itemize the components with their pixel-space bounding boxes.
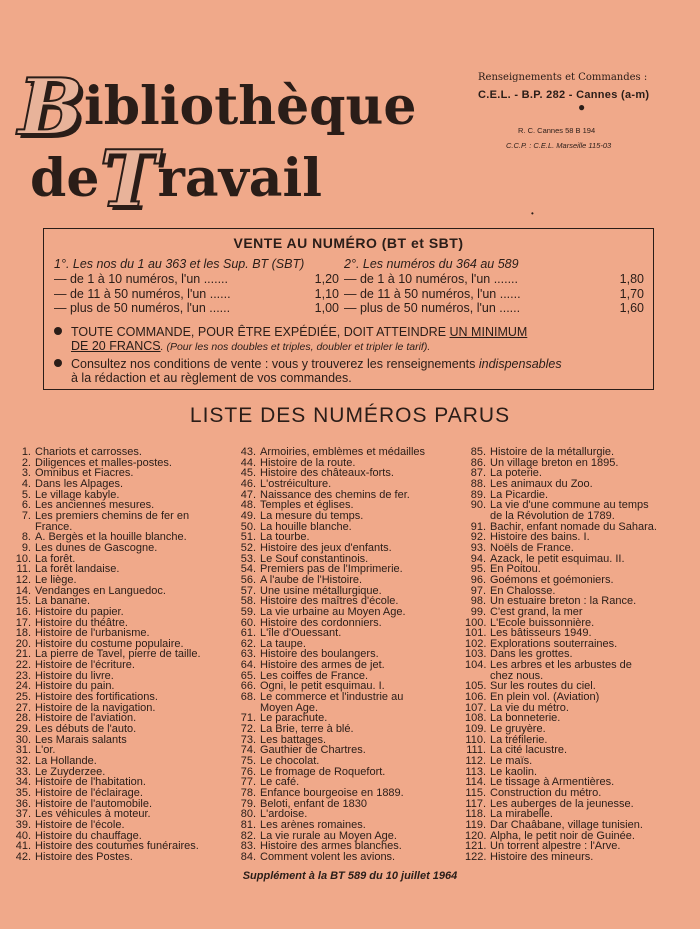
price-value: 1,60 [619,300,644,315]
issue-title: Histoire du chauffage. [35,829,142,842]
issue-title: Les battages. [260,733,327,746]
price-row [54,272,339,286]
issue-number: 37. [15,808,31,821]
issue-title: Le maïs. [490,755,533,768]
issue-title: Les véhicules à moteur. [35,808,151,821]
issue-title: Diligences et malles-postes. [35,456,172,469]
issue-title: La vie rurale au Moyen Age. [260,829,397,842]
issue-number: 54. [240,563,256,576]
issue-title: Enfance bourgeoise en 1889. [260,787,404,799]
issue-number: 34. [15,776,31,789]
issue-title: Un estuaire breton : la Rance. [490,595,637,608]
price-row [344,272,644,286]
issue-title: Histoire du costume populaire. [35,637,184,650]
issue-title: Dar Chaâbane, village tunisien. [490,818,643,831]
issue-title: La pierre de Tavel, pierre de taille. [35,648,201,661]
issue-number: 99. [470,605,486,618]
price-value: 1,20 [314,272,339,287]
issue-number: 119. [465,818,486,831]
price-row [344,301,644,315]
issue-number: 112. [465,755,486,768]
issue-number: 22. [15,659,31,672]
issue-title: Le parachute. [260,712,328,725]
issue-title: Beloti, enfant de 1830 [260,797,368,810]
notice-text: Consultez nos conditions de vente : vous y trouverez les renseignements [71,357,479,371]
issue-title: Histoire de l'urbanisme. [35,627,150,640]
issue-number: 48. [240,499,256,512]
issue-number: 8. [21,531,31,544]
issue-title: Les débuts de l'auto. [35,723,137,736]
issue-title-continuation: Moyen Age. [260,701,319,714]
issue-title-continuation: de la Révolution de 1789. [490,509,615,522]
issue-number: 115. [465,787,486,799]
issue-number: 27. [15,701,31,714]
issue-title: Ogni, le petit esquimau. I. [260,680,385,693]
issue-title: Le chocolat. [260,755,320,768]
issue-number: 68. [240,691,256,704]
price-column-2-heading: 2°. Les numéros du 364 au 589 [344,257,519,271]
issue-title: Histoire des coutumes funéraires. [35,840,199,853]
issue-title: Les premiers chemins de fer en [35,509,190,522]
supplement-footer: Supplément à la BT 589 du 10 juillet 1964 [242,870,458,882]
issue-number: 65. [240,669,256,682]
issue-title: Un torrent alpestre : l'Arve. [490,840,621,853]
issue-number: 114. [465,776,486,789]
issue-number: 49. [240,509,256,522]
price-label: — de 11 à 50 numéros, l'un ...... [54,286,231,301]
price-column-1-heading: 1°. Les nos du 1 au 363 et les Sup. BT (SBT) [54,257,305,271]
issue-number: 76. [240,765,256,778]
issue-title: Histoire du livre. [35,669,114,682]
issue-number: 83. [240,840,256,853]
issue-number: 87. [470,467,486,480]
issue-title: Naissance des chemins de fer. [260,488,410,501]
notice-italic: . (Pour les nos doubles et triples, doubler et tripler le tarif). [160,341,431,353]
issue-number: 78. [240,787,256,799]
issue-number: 95. [470,563,486,576]
issue-number: 74. [240,744,256,757]
price-label: — plus de 50 numéros, l'un ...... [344,300,521,315]
issue-number: 73. [240,733,256,746]
issue-number: 113. [465,765,486,778]
issue-number: 15. [15,595,31,608]
issue-number: 91. [470,520,486,533]
price-label: — de 11 à 50 numéros, l'un ...... [344,286,521,301]
issue-title: La tréfilerie. [490,733,548,746]
issue-title: Le fromage de Roquefort. [260,765,386,778]
issue-number: 41. [15,840,31,853]
issue-title: Gauthier de Chartres. [260,744,366,757]
issue-title: Histoire de la route. [260,456,356,469]
contact-ccp: C.C.P. : C.E.L. Marseille 115-03 [506,141,612,150]
issue-number: 47. [240,488,256,501]
issue-title: A. Bergès et la houille blanche. [35,531,187,544]
issue-title: En Poitou. [490,563,541,576]
issue-number: 84. [240,850,256,863]
contact-registry: R. C. Cannes 58 B 194 [518,126,596,135]
issue-number: 109. [465,723,487,736]
issue-title: Goémons et goémoniers. [490,573,614,586]
issue-number: 31. [15,744,31,757]
issue-title: Dans les grottes. [490,648,573,661]
issue-number: 17. [15,616,31,629]
issue-title: La bonneterie. [490,712,561,725]
issue-title: Histoire des Postes. [35,850,133,863]
issue-title: Histoire de l'habitation. [35,776,146,789]
bullet-icon [54,359,62,367]
issue-title: Le café. [260,776,300,789]
notice-text: TOUTE COMMANDE, POUR ÊTRE EXPÉDIÉE, DOIT ATTEINDRE [71,325,450,339]
issue-number: 53. [240,552,256,565]
issue-number: 9. [21,541,31,554]
bullet-icon [54,327,62,335]
notice-underlined: UN MINIMUM [449,325,528,339]
issue-number: 102. [465,637,487,650]
issue-number: 59. [240,605,256,618]
contact-heading: Renseignements et Commandes : [478,72,648,83]
issue-title: Les anciennes mesures. [35,499,155,512]
issue-number: 33. [15,765,31,778]
issue-number: 36. [15,797,31,810]
issue-title: Histoire des bains. I. [490,531,590,544]
price-value: 1,10 [314,286,339,301]
issue-title: Histoire du papier. [35,605,124,618]
title-initial-t: T [99,134,158,225]
issue-title: Les auberges de la jeunesse. [490,797,634,810]
issue-title: L'or. [35,744,56,757]
issue-title: Vendanges en Languedoc. [35,584,166,597]
issue-title: Histoire du théâtre. [35,616,128,629]
issue-number: 39. [15,818,31,831]
decorative-dot: • [531,209,534,218]
issue-number: 103. [465,648,487,661]
masthead [18,62,438,225]
price-value: 1,80 [619,272,644,287]
issue-title: Les dunes de Gascogne. [35,541,158,554]
issue-number: 106. [465,691,487,704]
issue-title: L'île d'Ouessant. [260,627,342,640]
sale-box [43,228,654,390]
issue-number: 11. [16,563,31,576]
issue-number: 62. [240,637,256,650]
issue-number: 92. [470,531,486,544]
issue-number: 64. [240,659,256,672]
issue-title: Histoire de l'école. [35,818,125,831]
issue-title: Les coiffes de France. [260,669,369,682]
issue-title: Temples et églises. [260,499,354,512]
issue-number: 51. [240,531,256,544]
issue-title: Histoire des boulangers. [260,648,379,661]
issue-number: 52. [240,541,256,554]
issue-number: 6. [21,499,31,512]
issue-list-column-1 [14,447,229,863]
issue-title: Histoire des fortifications. [35,691,158,704]
issue-title: Histoire de la métallurgie. [490,446,615,458]
issue-title: A l'aube de l'Histoire. [260,573,363,586]
issue-title: Le Zuyderzee. [35,765,106,778]
issue-number: 61. [240,627,256,640]
issue-number: 121. [465,840,487,853]
issue-number: 71. [240,712,256,725]
issue-title: Alpha, le petit noir de Guinée. [490,829,635,842]
issue-title: Histoire des mineurs. [490,850,594,863]
issue-number: 44. [240,456,256,469]
issue-number: 12. [15,573,31,586]
issue-number: 110. [465,733,486,746]
issue-title: Histoire de l'éclairage. [35,787,143,799]
issue-number: 85. [470,446,486,458]
issue-title: La houille blanche. [260,520,352,533]
issue-title: Explorations souterraines. [490,637,618,650]
issue-title: L'ardoise. [260,808,308,821]
issue-title: Histoire des cordonniers. [260,616,382,629]
issue-number: 45. [240,467,256,480]
price-column-2 [344,257,644,315]
issue-number: 88. [470,477,486,490]
issue-title: Histoire des armes de jet. [260,659,385,672]
issue-title: Bachir, enfant nomade du Sahara. [490,520,657,533]
issue-number: 10. [15,552,31,565]
issue-number: 35. [15,787,31,799]
issue-title: La vie urbaine au Moyen Age. [260,605,406,618]
issue-title: Histoire des châteaux-forts. [260,467,394,480]
issue-number: 24. [15,680,31,693]
issue-number: 14. [15,584,31,597]
issue-title: Histoire de l'automobile. [35,797,153,810]
issue-number: 40. [15,829,31,842]
issue-title: La mirabelle. [490,808,553,821]
price-label: — de 1 à 10 numéros, l'un ....... [344,272,519,287]
issue-title: La mesure du temps. [260,509,364,522]
notice-underlined: DE 20 FRANCS [71,339,161,353]
issue-number: 120. [465,829,487,842]
issue-title: Histoire des jeux d'enfants. [260,541,392,554]
issue-title: Le commerce et l'industrie au [260,691,404,704]
issue-number: 50. [240,520,256,533]
issue-title: Histoire de la navigation. [35,701,156,714]
issue-title: La forêt. [35,552,76,565]
issue-title: Le gruyère. [490,723,546,736]
issue-number: 100. [465,616,487,629]
issue-title: Le kaolin. [490,765,538,778]
issue-number: 58. [240,595,256,608]
issue-title: Le village kabyle. [35,488,120,501]
issue-title: Noëls de France. [490,541,574,554]
list-item [14,852,229,863]
issue-number: 66. [240,680,256,693]
issue-title: Histoire des armes blanches. [260,840,402,853]
issue-title: La poterie. [490,467,542,480]
list-item [465,852,695,863]
issue-title: Histoire des maîtres d'école. [260,595,399,608]
issue-number: 42. [15,850,31,863]
issue-number: 4. [21,477,31,490]
issue-number: 43. [240,446,256,458]
issue-list-column-3 [465,447,695,863]
issue-number: 18. [15,627,31,640]
issue-number: 77. [240,776,256,789]
issue-number: 96. [470,573,486,586]
issue-title: La tourbe. [260,531,310,544]
price-column-1 [54,257,339,315]
issue-title: Chariots et carrosses. [35,446,142,458]
issue-title: Armoiries, emblèmes et médailles [260,446,426,458]
issue-number: 3. [21,467,31,480]
issue-number: 111. [466,744,486,757]
issue-number: 101. [465,627,487,640]
issue-title: La vie d'une commune au temps [490,499,649,512]
issue-number: 56. [240,573,256,586]
issue-number: 97. [470,584,486,597]
issue-number: 108. [465,712,487,725]
issue-number: 122. [465,850,487,863]
price-label: — plus de 50 numéros, l'un ...... [54,300,231,315]
issue-title: Histoire du pain. [35,680,115,693]
issue-number: 75. [240,755,256,768]
minimum-order-notice [54,325,644,354]
issue-number: 32. [15,755,31,768]
issue-number: 79. [240,797,256,810]
issue-number: 86. [470,456,486,469]
issue-title: Les arbres et les arbustes de [490,659,632,672]
issue-number: 117. [465,797,486,810]
title-word-de: de [30,148,100,209]
conditions-notice [54,357,644,385]
issue-number: 25. [15,691,31,704]
issue-number: 7. [21,509,31,522]
title-initial-b: B [18,62,84,153]
issue-number: 104. [465,659,487,672]
issue-title: En plein vol. (Aviation) [490,691,600,704]
issue-number: 82. [240,829,256,842]
issue-title: Un village breton en 1895. [490,456,619,469]
issue-title: La banane. [35,595,91,608]
issue-number: 93. [470,541,486,554]
title-word-travail: ravail [157,148,323,209]
issue-number: 23. [15,669,31,682]
sale-box-title: VENTE AU NUMÉRO (BT et SBT) [233,235,464,251]
issue-title: Les animaux du Zoo. [490,477,593,490]
issue-title: La vie du métro. [490,701,569,714]
notice-italic: indispensables [478,357,562,371]
price-label: — de 1 à 10 numéros, l'un ....... [54,272,229,287]
issue-title: C'est grand, la mer [490,605,583,618]
issue-title: Histoire de l'aviation. [35,712,137,725]
issue-number: 94. [470,552,486,565]
issue-title: Une usine métallurgique. [260,584,382,597]
issue-title-continuation: France. [35,520,73,533]
issue-title: Premiers pas de l'Imprimerie. [260,563,403,576]
contact-address: C.E.L. - B.P. 282 - Cannes (a-m) [478,89,650,101]
issue-list-column-2 [236,447,461,863]
issue-number: 29. [15,723,31,736]
issue-title: Omnibus et Fiacres. [35,467,134,480]
issue-number: 46. [240,477,256,490]
issue-title: L'Ecole buissonnière. [490,616,595,629]
price-value: 1,00 [314,300,339,315]
issue-number: 30. [15,733,31,746]
issue-number: 81. [240,818,256,831]
issue-number: 16. [15,605,31,618]
issue-number: 28. [15,712,31,725]
issue-title: La Hollande. [35,755,97,768]
notice-text: à la rédaction et au règlement de vos commandes. [71,371,352,385]
issue-number: 72. [240,723,256,736]
list-item [236,852,461,863]
issue-number: 20. [15,637,31,650]
issue-number: 2. [21,456,31,469]
list-item [14,511,229,522]
issue-number: 57. [240,584,256,597]
issue-number: 1. [21,446,31,458]
issue-title: Les Marais salants [35,733,127,746]
issue-number: 63. [240,648,256,661]
issue-title: Les bâtisseurs 1949. [490,627,592,640]
issue-title: La taupe. [260,637,306,650]
issue-number: 105. [465,680,487,693]
issue-title: La cité lacustre. [490,744,568,757]
contact-block [478,72,678,150]
issue-number: 89. [470,488,486,501]
issue-title: La Picardie. [490,488,549,501]
issue-number: 60. [240,616,256,629]
issue-title: La Brie, terre à blé. [260,723,354,736]
issue-title: Le tissage à Armentières. [490,776,615,789]
price-row [344,287,644,301]
bullet-dot: ● [578,100,586,114]
issue-title: Histoire de l'écriture. [35,659,135,672]
issue-title-continuation: chez nous. [490,669,544,682]
issue-number: 98. [470,595,486,608]
price-row [54,287,339,301]
issue-title: Construction du métro. [490,787,602,799]
issue-title: Le Souf constantinois. [260,552,369,565]
issue-title: L'ostréiculture. [260,477,332,490]
issue-title: Comment volent les avions. [260,850,396,863]
issue-number: 80. [240,808,256,821]
issue-title: En Chalosse. [490,584,556,597]
issue-number: 118. [465,808,486,821]
issue-title: Dans les Alpages. [35,477,124,490]
issue-title: Sur les routes du ciel. [490,680,596,693]
title-word-bibliotheque: ibliothèque [83,76,417,137]
list-heading: LISTE DES NUMÉROS PARUS [189,404,511,427]
issue-number: 90. [470,499,486,512]
title-line-2 [30,134,322,225]
price-value: 1,70 [619,286,644,301]
issue-number: 21. [15,648,31,661]
price-row [54,301,339,315]
issue-number: 5. [21,488,31,501]
issue-title: Les arènes romaines. [260,818,366,831]
issue-title: La forêt landaise. [35,563,120,576]
issue-title: Le liège. [35,573,77,586]
issue-number: 107. [465,701,487,714]
issue-title: Azack, le petit esquimau. II. [490,552,625,565]
